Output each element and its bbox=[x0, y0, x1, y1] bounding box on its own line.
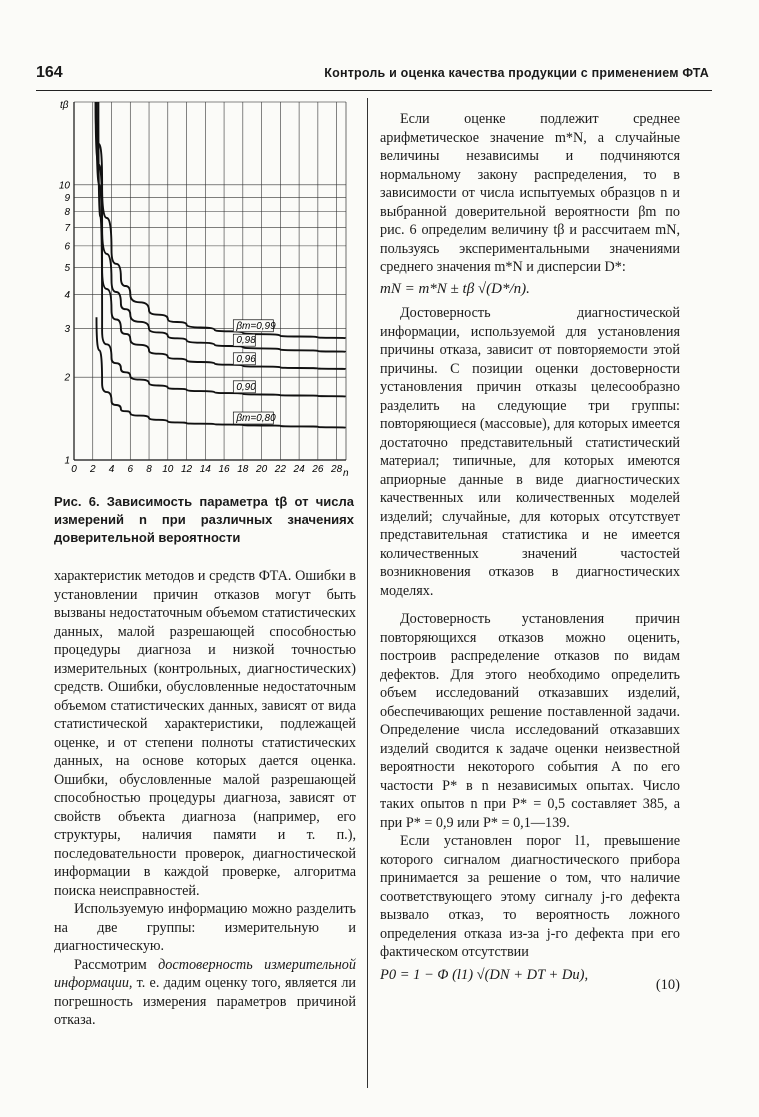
y-tick-label: 10 bbox=[58, 180, 70, 192]
x-tick-label: 20 bbox=[256, 464, 268, 475]
curve-label: 0,90 bbox=[236, 381, 256, 393]
y-tick-label: 1 bbox=[64, 455, 70, 467]
series-line bbox=[97, 317, 347, 427]
paragraph: Используемую информацию можно разделить на две группы: измерительную и диагностическую. bbox=[54, 901, 356, 954]
header-rule bbox=[36, 90, 712, 91]
x-tick-label: 28 bbox=[331, 464, 343, 475]
running-title: Контроль и оценка качества продукции с применением ФТА bbox=[324, 66, 709, 80]
x-tick-label: 2 bbox=[89, 464, 96, 475]
x-tick-label: 4 bbox=[108, 464, 115, 475]
x-tick-label: 22 bbox=[274, 464, 286, 475]
curve-label: βm=0,80 bbox=[236, 413, 276, 425]
formula-false-detection bbox=[380, 966, 680, 993]
paragraph bbox=[54, 956, 356, 1030]
curve-label: 0,98 bbox=[236, 335, 256, 347]
x-tick-label: 6 bbox=[127, 464, 134, 475]
formula-number: (10) bbox=[655, 976, 680, 993]
x-axis-label: n bbox=[343, 468, 349, 479]
text-run: Рассмотрим bbox=[74, 956, 159, 973]
y-tick-label: 2 bbox=[64, 372, 70, 384]
figure-caption: Рис. 6. Зависимость параметра tβ от числа измерений n при различных значениях доверительной вероятности bbox=[54, 494, 354, 545]
x-tick-label: 10 bbox=[162, 464, 174, 475]
page-number: 164 bbox=[36, 64, 63, 81]
y-tick-label: 4 bbox=[64, 289, 70, 301]
x-tick-label: 14 bbox=[199, 464, 211, 475]
x-tick-label: 16 bbox=[218, 464, 230, 475]
y-tick-label: 9 bbox=[64, 192, 70, 204]
series-line bbox=[96, 102, 346, 338]
x-tick-label: 12 bbox=[180, 464, 193, 475]
paragraph: Если оценке подлежит среднее арифметическое значение m*N, а случайные величины независимы и подчиняются нормальному закону распределения, то в зависимости от числа испытуемых образцов n и выбранной доверительной вероятности βm по рис. 6 определим величину tβ и рассчитаем mN, пользуясь экспериментальными значениями среднего значения m*N и дисперсии D*: bbox=[380, 111, 680, 275]
y-tick-label: 8 bbox=[64, 206, 70, 218]
figure-6 bbox=[54, 98, 354, 486]
x-tick-label: 18 bbox=[237, 464, 249, 475]
curve-label: βm=0,99 bbox=[236, 320, 276, 332]
x-tick-label: 26 bbox=[312, 464, 324, 475]
x-tick-label: 0 bbox=[71, 464, 77, 475]
column-divider bbox=[367, 98, 368, 1088]
series-line bbox=[97, 102, 347, 369]
y-tick-label: 5 bbox=[64, 263, 70, 275]
paragraph: характеристик методов и средств ФТА. Ошибки в установлении причин отказов могут быть вызваны недостаточным объемом статистических данных, малой разрешающей способностью процедуры диагноза и низкой точностью измерительных (контрольных, диагностических) средств. Ошибки, обусловленные недостаточным объемом статистических данных, зависят от вида статистической характеристики, подлежащей оценке, и от степени полноты статистических данных, на основе которых дается оценка. Ошибки, обусловленные малой разрешающей способностью процедуры диагноза, зависят от свойств объекта диагноза (например, его структуры, наличия памяти и т. п.), последовательности проверок, диагностической информации в каждой проверке, алгоритма поиска неисправностей. bbox=[54, 568, 356, 899]
paragraph: Достоверность установления причин повторяющихся отказов можно оценить, построив распределение отказов по видам дефектов. Для этого необходимо определить объем исследований отказавших изделий, обеспечивающих решение поставленной задачи. Определение числа исследований отказавших изделий сводится к задаче оценки неизвестной вероятности некоторого события A по его частости P* в n независимых опытах. Число таких опытов n при P* = 0,5 составляет 385, а при P* = 0,9 или P* = 0,1—139. bbox=[380, 611, 680, 831]
paragraph: Если установлен порог l1, превышение которого сигналом диагностического прибора принимается за решение о том, что наличие соответствующего этому сигналу j-го дефекта вызвало отказ, то вероятность ложного определения отказа из-за j-го дефекта при его фактическом отсутствии bbox=[380, 833, 680, 960]
series-line bbox=[98, 102, 346, 397]
formula-text: P0 = 1 − Φ (l1) √(DN + DT + Dи), bbox=[380, 966, 589, 983]
emphasized-term: достоверность измерительной информации, bbox=[54, 956, 356, 991]
t-beta-chart bbox=[54, 98, 354, 486]
formula-mean: mN = m*N ± tβ √(D*/n). bbox=[380, 280, 530, 297]
text-run: т. е. дадим оценку того, является ли погрешность измерения параметров причиной отказа. bbox=[54, 975, 356, 1028]
y-tick-label: 6 bbox=[64, 241, 70, 253]
curve-label: 0,96 bbox=[236, 353, 256, 365]
y-tick-label: 3 bbox=[64, 324, 70, 336]
series-line bbox=[96, 102, 346, 352]
y-axis-label: tβ bbox=[60, 100, 69, 111]
x-tick-label: 8 bbox=[146, 464, 152, 475]
paragraph: Достоверность диагностической информации, используемой для установления причины отказа, зависит от повторяемости этой причины. С позиции оценки достоверности установления причин отказы целесообразно разделить на следующие три группы: повторяющиеся (массовые), для которых имеется достаточно представительный статистический материал; типичные, для которых имеются априорные данные в виде диагностических качественных или количественных моделей изделий; случайные, для которых отсутствует представительная статистика и не имеется количественных значений частостей возникновения отказов в диагностических моделях. bbox=[380, 305, 681, 599]
x-tick-label: 24 bbox=[293, 464, 305, 475]
left-column bbox=[54, 567, 356, 1030]
right-column bbox=[380, 110, 681, 993]
y-tick-label: 7 bbox=[64, 222, 70, 234]
